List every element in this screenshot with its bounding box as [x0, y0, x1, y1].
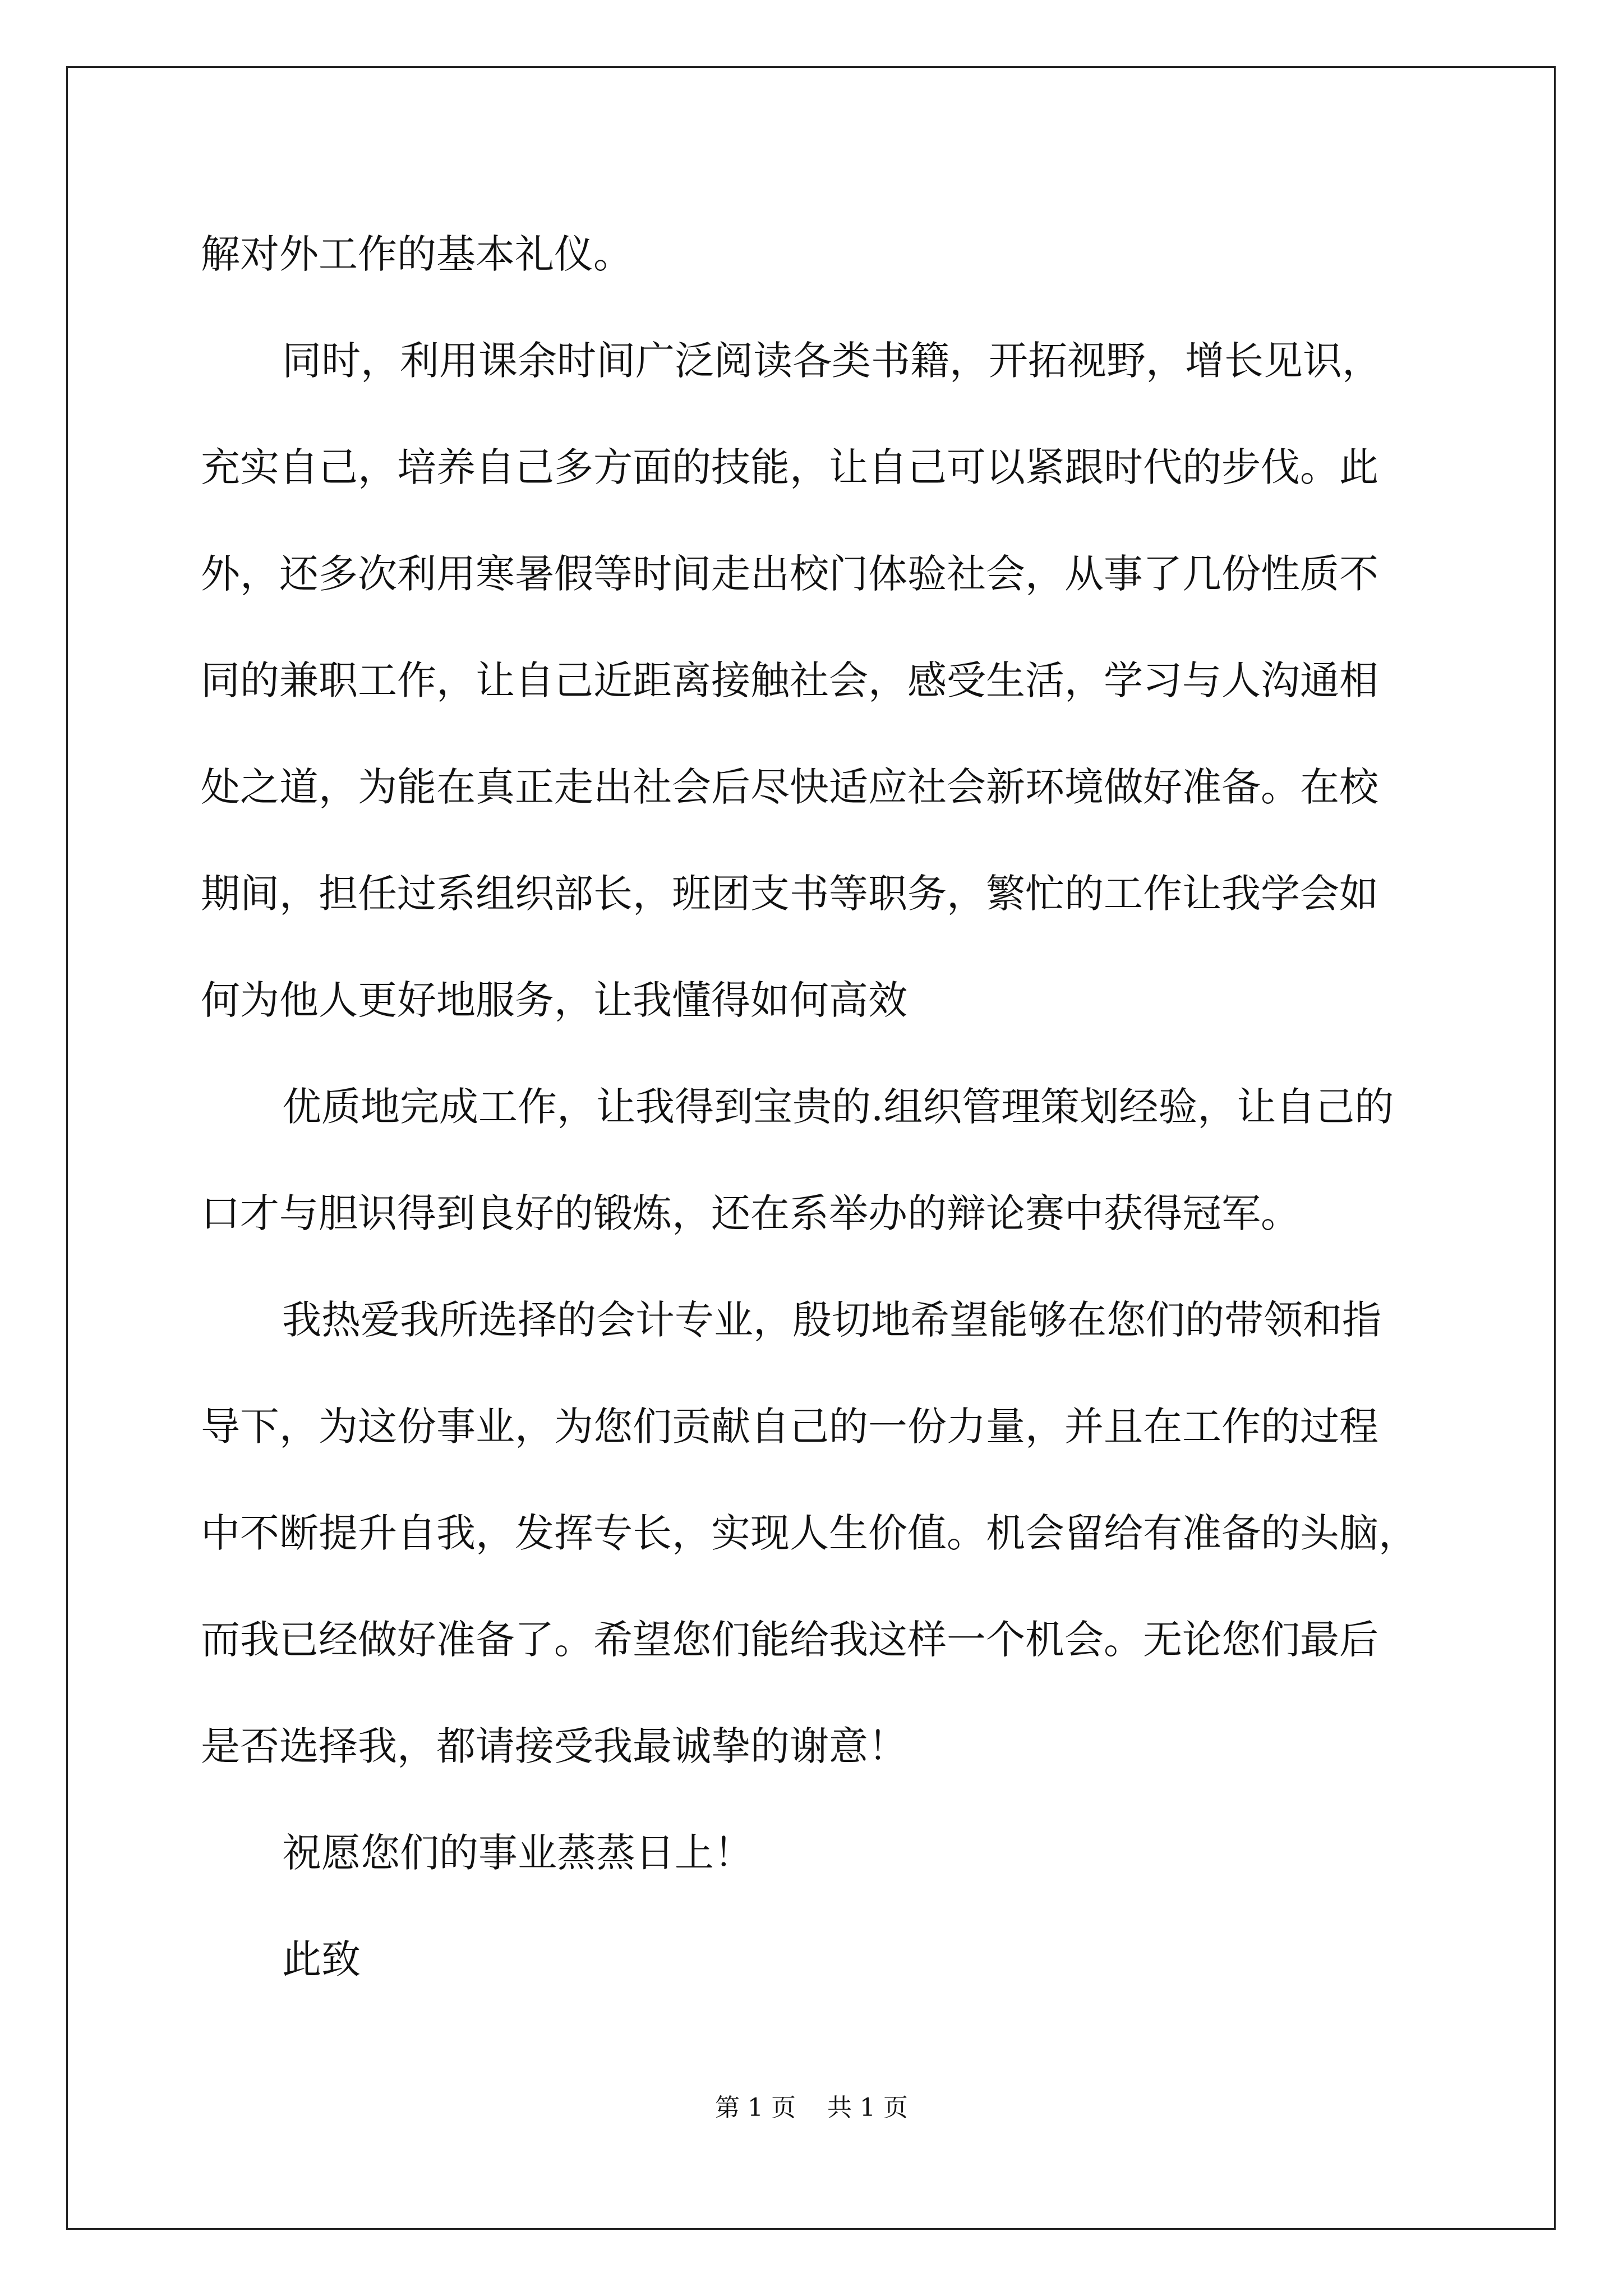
- body-line: 导下，为这份事业，为您们贡献自己的一份力量，并且在工作的过程: [201, 1404, 1378, 1450]
- paragraph-start-line: 优质地完成工作，让我得到宝贵的.组织管理策划经验，让自己的: [282, 1084, 1394, 1130]
- page-border: [66, 66, 1556, 2230]
- paragraph-start-line: 同时，利用课余时间广泛阅读各类书籍，开拓视野，增长见识，: [282, 338, 1381, 384]
- body-line: 外，还多次利用寒暑假等时间走出校门体验社会，从事了几份性质不: [201, 551, 1378, 597]
- body-line: 中不断提升自我，发挥专长，实现人生价值。机会留给有准备的头脑，: [201, 1510, 1418, 1556]
- body-line: 何为他人更好地服务，让我懂得如何高效: [201, 977, 907, 1023]
- body-line: 同的兼职工作，让自己近距离接触社会，感受生活，学习与人沟通相: [201, 657, 1378, 703]
- page-number-footer: 第 1 页 共 1 页: [715, 2093, 908, 2122]
- body-line: 期间，担任过系组织部长，班团支书等职务，繁忙的工作让我学会如: [201, 871, 1378, 917]
- body-line: 处之道，为能在真正走出社会后尽快适应社会新环境做好准备。在校: [201, 764, 1378, 810]
- paragraph-start-line: 我热爱我所选择的会计专业，殷切地希望能够在您们的带领和指: [282, 1297, 1381, 1343]
- body-line: 而我已经做好准备了。希望您们能给我这样一个机会。无论您们最后: [201, 1617, 1378, 1663]
- body-line: 充实自己，培养自己多方面的技能，让自己可以紧跟时代的步伐。此: [201, 444, 1378, 490]
- body-line: 解对外工作的基本礼仪。: [201, 231, 633, 277]
- closing-salutation-line: 此致: [282, 1936, 361, 1982]
- body-line: 口才与胆识得到良好的锻炼，还在系举办的辩论赛中获得冠军。: [201, 1190, 1300, 1236]
- body-line: 是否选择我，都请接受我最诚挚的谢意！: [201, 1723, 907, 1769]
- closing-wish-line: 祝愿您们的事业蒸蒸日上！: [282, 1830, 753, 1876]
